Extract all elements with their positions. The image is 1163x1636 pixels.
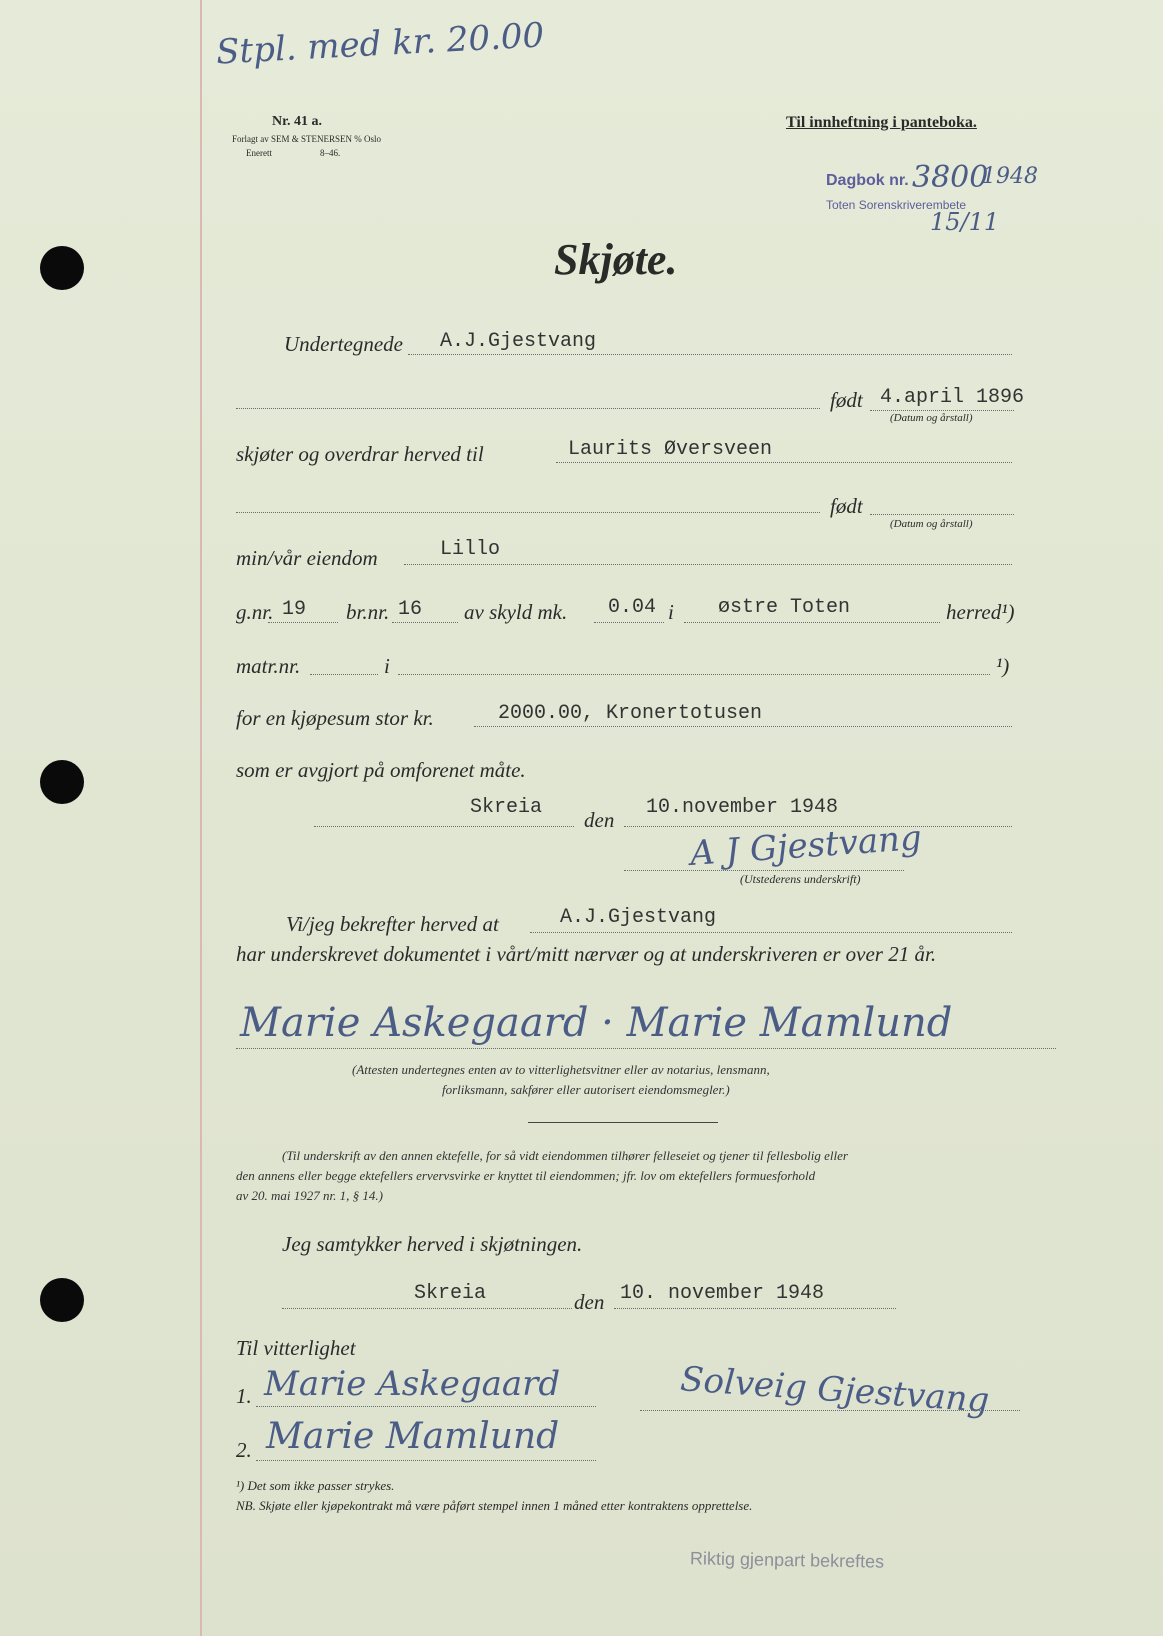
date-2-line [614, 1308, 896, 1309]
registry-date: 15/11 [930, 208, 1000, 236]
separator-rule [528, 1122, 718, 1123]
skjoter-label: skjøter og overdrar herved til [236, 442, 484, 466]
filing-note: Til innheftning i panteboka. [786, 114, 977, 131]
issuer-signature: A J Gjestvang [688, 817, 923, 875]
copy-stamp: Riktig gjenpart bekreftes [689, 1548, 885, 1572]
date-1: 10.november 1948 [646, 796, 839, 819]
undertegnede-value: A.J.Gjestvang [440, 330, 597, 353]
skyld-value: 0.04 [608, 596, 657, 619]
brnr-line [392, 622, 458, 623]
stamp-duty-note: Stpl. med kr. 20.00 [215, 15, 546, 73]
utsteder-hint: (Utstederens underskrift) [740, 872, 861, 886]
undertegnede-label: Undertegnede [284, 332, 403, 356]
document-title: Skjøte. [554, 235, 678, 284]
avgjort-text: som er avgjort på omforenet måte. [236, 758, 526, 782]
gnr-line [268, 622, 338, 623]
fodt-line [236, 408, 820, 409]
spouse-line [640, 1410, 1020, 1411]
eiendom-label: min/vår eiendom [236, 546, 378, 570]
place-1: Skreia [470, 796, 543, 819]
punch-hole-top [40, 246, 84, 290]
herred-line [684, 622, 940, 623]
fodt2-value-line [870, 514, 1014, 515]
bekrefter-text: har underskrevet dokumentet i vårt/mitt nærvær og at underskriveren er over 21 år. [236, 942, 937, 966]
den-1: den [584, 808, 615, 832]
attest-note-1: (Attesten undertegnes enten av to vitterlighetsvitner eller av notarius, lensmann, [352, 1062, 770, 1077]
den-2: den [574, 1290, 605, 1314]
witness-signatures: Marie Askegaard · Marie Mamlund [240, 1000, 953, 1046]
place-2-line [282, 1308, 572, 1309]
kjopesum-value: 2000.00, Kronertotusen [498, 702, 763, 725]
vitterlighet-label: Til vitterlighet [236, 1336, 356, 1360]
skjoter-line [556, 462, 1012, 463]
publisher-date: 8–46. [320, 148, 341, 158]
publisher-enerett: Enerett [246, 148, 272, 158]
datum-hint-2: (Datum og årstall) [890, 518, 973, 530]
dagbok-number: 3800 [912, 160, 989, 195]
place-1-line [314, 826, 574, 827]
footnote-1: ¹) Det som ikke passer strykes. [236, 1478, 395, 1493]
witness-2-line [256, 1460, 596, 1461]
skyld-line [594, 622, 664, 623]
matr-line [310, 674, 378, 675]
herred-value: østre Toten [718, 596, 851, 619]
matr-label: matr.nr. [236, 654, 301, 678]
dagbok-year: 1948 [982, 164, 1038, 189]
gnr-label: g.nr. [236, 600, 274, 624]
fodt-label: født [830, 388, 863, 412]
kjopesum-line [474, 726, 1012, 727]
kjopesum-label: for en kjøpesum stor kr. [236, 706, 434, 730]
samtykker-text: Jeg samtykker herved i skjøtningen. [282, 1232, 583, 1256]
fodt2-label: født [830, 494, 863, 518]
fodt-value-line [870, 410, 1014, 411]
footnote-2: NB. Skjøte eller kjøpekontrakt må være påført stempel innen 1 måned etter kontraktens opprettelse. [236, 1498, 753, 1513]
spouse-signature: Solveig Gjestvang [678, 1359, 991, 1421]
punch-hole-middle [40, 760, 84, 804]
eiendom-line [404, 564, 1012, 565]
margin-rule [200, 0, 202, 1636]
matr-i: i [384, 654, 390, 678]
brnr-value: 16 [398, 598, 423, 621]
witness-line [236, 1048, 1056, 1049]
spouse-note-1: (Til underskrift av den annen ektefelle, for så vidt eiendommen tilhører felleseiet og tjener til fellesbolig eller [282, 1148, 848, 1163]
skyld-label: av skyld mk. [464, 600, 568, 624]
publisher-line: Forlagt av SEM & STENERSEN % Oslo [232, 134, 382, 144]
form-number: Nr. 41 a. [272, 114, 323, 129]
date-2: 10. november 1948 [620, 1282, 825, 1305]
i-label: i [668, 600, 674, 624]
skjoter-value: Laurits Øversveen [568, 438, 773, 461]
signature-line [624, 870, 904, 871]
fodt-value: 4.april 1896 [880, 386, 1025, 409]
spouse-note-2: den annens eller begge ektefellers ervervsvirke er knyttet til eiendommen; jfr. lov om ektefellers formuesforhold [236, 1168, 816, 1183]
bekrefter-line [530, 932, 1012, 933]
witness-1-line [256, 1406, 596, 1407]
spouse-note-3: av 20. mai 1927 nr. 1, § 14.) [236, 1188, 383, 1203]
punch-hole-bottom [40, 1278, 84, 1322]
dagbok-label: Dagbok nr. [826, 172, 909, 189]
bekrefter-label: Vi/jeg bekrefter herved at [286, 912, 499, 936]
undertegnede-line [408, 354, 1012, 355]
eiendom-value: Lillo [440, 538, 501, 561]
witness-1-signature: Marie Askegaard [264, 1364, 561, 1404]
herred-label: herred¹) [946, 600, 1015, 624]
matr-i-line [398, 674, 990, 675]
witness-2-number: 2. [236, 1438, 252, 1462]
registry-office: Toten Sorenskriverembete [826, 198, 967, 212]
gnr-value: 19 [282, 598, 307, 621]
brnr-label: br.nr. [346, 600, 390, 624]
datum-hint: (Datum og årstall) [890, 412, 973, 424]
place-2: Skreia [414, 1282, 487, 1305]
attest-note-2: forliksmann, sakfører eller autorisert eiendomsmegler.) [442, 1082, 730, 1097]
witness-2-signature: Marie Mamlund [266, 1416, 560, 1457]
witness-1-number: 1. [236, 1384, 252, 1408]
matr-note: ¹) [996, 654, 1010, 678]
bekrefter-value: A.J.Gjestvang [560, 906, 717, 929]
fodt2-line [236, 512, 820, 513]
